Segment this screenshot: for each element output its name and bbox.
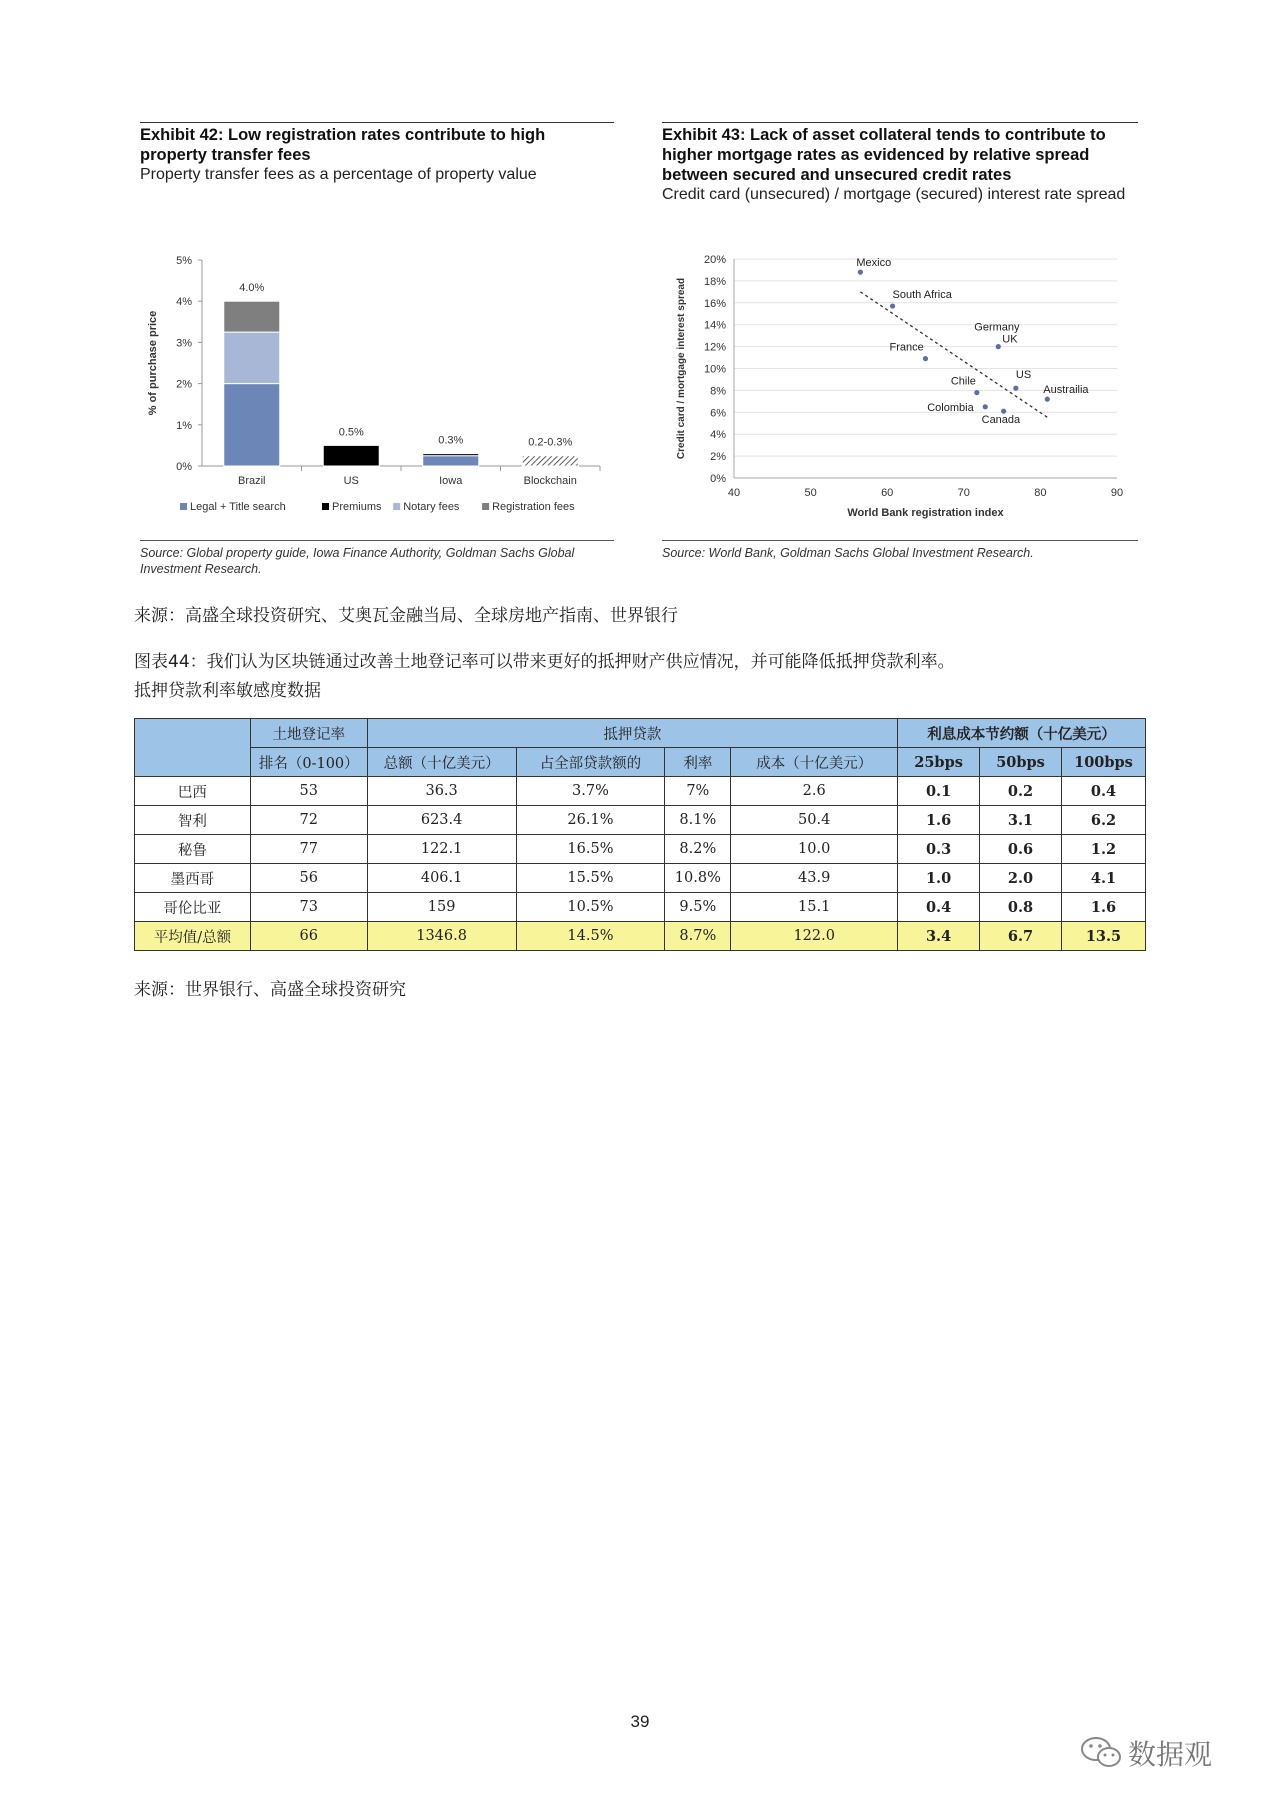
scatter-point xyxy=(983,404,988,409)
exhibit-43-rule xyxy=(662,122,1138,123)
table-cell: 哥伦比亚 xyxy=(135,893,251,922)
table-cell: 2.6 xyxy=(731,777,898,806)
scatter-point xyxy=(858,270,863,275)
y-tick-label: 8% xyxy=(710,385,726,398)
header-mortgage: 抵押贷款 xyxy=(367,719,897,748)
bar-segment xyxy=(423,454,479,456)
table-cell: 3.1 xyxy=(980,806,1062,835)
table-cell: 1.0 xyxy=(898,864,980,893)
exhibit-42-source: Source: Global property guide, Iowa Finance Authority, Goldman Sachs Global Investment Research. xyxy=(140,540,614,577)
table-cell: 53 xyxy=(250,777,367,806)
y-tick-label: 2% xyxy=(176,378,192,391)
table-cell: 1.6 xyxy=(898,806,980,835)
data-label: 0.2-0.3% xyxy=(528,436,573,449)
table-row xyxy=(135,777,1146,806)
table-cell: 16.5% xyxy=(516,835,665,864)
header-rank: 排名（0-100） xyxy=(250,748,367,777)
exhibit-42-rule xyxy=(140,122,614,123)
header-country xyxy=(135,719,251,777)
bar-segment xyxy=(423,456,479,466)
bar-segment xyxy=(323,445,379,466)
data-label: 0.5% xyxy=(338,426,364,439)
table-cell: 8.1% xyxy=(665,806,731,835)
table-cell: 15.1 xyxy=(731,893,898,922)
point-label: Austrailia xyxy=(1043,384,1089,397)
y-tick-label: 3% xyxy=(176,337,192,350)
x-axis-label: World Bank registration index xyxy=(847,507,1004,519)
table-cell: 4.1 xyxy=(1061,864,1145,893)
exhibit-43-chart xyxy=(662,245,1138,530)
x-tick-label: US xyxy=(343,475,359,487)
table-cell: 9.5% xyxy=(665,893,731,922)
table-cell: 10.0 xyxy=(731,835,898,864)
x-tick-label: 70 xyxy=(957,487,970,499)
table-total-row xyxy=(135,922,1146,951)
table-cell: 1.2 xyxy=(1061,835,1145,864)
trendline xyxy=(860,292,1048,418)
table-cell: 26.1% xyxy=(516,806,665,835)
scatter-point xyxy=(890,303,895,308)
exhibit-43-title: Exhibit 43: Lack of asset collateral tends to contribute to higher mortgage rates as evidenced by relative spread between secured and unsecured credit rates xyxy=(662,126,1106,184)
scatter-point xyxy=(923,356,928,361)
exhibit-42 xyxy=(140,122,614,185)
point-label: UK xyxy=(1002,333,1018,346)
table-cell: 77 xyxy=(250,835,367,864)
table-cell: 平均值/总额 xyxy=(135,922,251,951)
table-cell: 122.0 xyxy=(731,922,898,951)
watermark-text: 数据观 xyxy=(1128,1738,1213,1771)
header-land-registration: 土地登记率 xyxy=(250,719,367,748)
bar-segment xyxy=(224,301,280,332)
header-100bps: 100bps xyxy=(1061,748,1145,777)
table-cell: 13.5 xyxy=(1061,922,1145,951)
header-share: 占全部贷款额的 xyxy=(516,748,665,777)
table-row xyxy=(135,835,1146,864)
table-cell: 0.3 xyxy=(898,835,980,864)
table-cell: 14.5% xyxy=(516,922,665,951)
bar-segment xyxy=(522,456,578,466)
watermark xyxy=(1080,1733,1260,1773)
y-tick-label: 2% xyxy=(710,451,726,464)
x-tick-label: 80 xyxy=(1034,487,1047,499)
exhibit-43-subtitle: Credit card (unsecured) / mortgage (secured) interest rate spread xyxy=(662,186,1126,203)
legend-label: Registration fees xyxy=(492,501,575,513)
bar-segment xyxy=(224,332,280,384)
scatter-point xyxy=(996,344,1001,349)
exhibit-43 xyxy=(662,122,1138,205)
source-line-1: 来源：高盛全球投资研究、艾奥瓦金融当局、全球房地产指南、世界银行 xyxy=(134,606,678,626)
legend-swatch xyxy=(393,503,400,510)
source-line-2: 来源：世界银行、高盛全球投资研究 xyxy=(134,980,406,1000)
table-cell: 10.8% xyxy=(665,864,731,893)
point-label: Germany xyxy=(974,321,1020,334)
table-cell: 0.6 xyxy=(980,835,1062,864)
header-cost: 成本（十亿美元） xyxy=(731,748,898,777)
header-50bps: 50bps xyxy=(980,748,1062,777)
x-tick-label: Brazil xyxy=(237,475,266,487)
legend-swatch xyxy=(180,503,187,510)
table-cell: 6.7 xyxy=(980,922,1062,951)
table-cell: 墨西哥 xyxy=(135,864,251,893)
table-cell: 50.4 xyxy=(731,806,898,835)
y-tick-label: 12% xyxy=(703,341,726,354)
y-tick-label: 10% xyxy=(703,363,726,376)
figure-44-subcaption: 抵押贷款利率敏感度数据 xyxy=(134,681,321,701)
x-tick-label: Iowa xyxy=(439,475,463,487)
y-tick-label: 6% xyxy=(710,407,726,420)
table-cell: 8.7% xyxy=(665,922,731,951)
legend-label: Legal + Title search xyxy=(190,501,286,513)
table-cell: 36.3 xyxy=(367,777,516,806)
exhibit-43-source: Source: World Bank, Goldman Sachs Global Investment Research. xyxy=(662,540,1138,561)
point-label: France xyxy=(889,341,924,354)
table-cell: 0.8 xyxy=(980,893,1062,922)
table-cell: 1.6 xyxy=(1061,893,1145,922)
header-interest-savings: 利息成本节约额（十亿美元） xyxy=(898,719,1146,748)
y-tick-label: 4% xyxy=(710,429,726,442)
point-label: Chile xyxy=(950,375,976,388)
y-axis-label: Credit card / mortgage interest spread xyxy=(676,277,687,460)
scatter-point xyxy=(974,390,979,395)
y-tick-label: 18% xyxy=(703,275,726,288)
y-tick-label: 4% xyxy=(176,296,192,309)
table-cell: 0.4 xyxy=(898,893,980,922)
point-label: Mexico xyxy=(856,257,892,270)
table-cell: 66 xyxy=(250,922,367,951)
y-tick-label: 0% xyxy=(176,461,192,473)
point-label: South Africa xyxy=(892,289,952,302)
table-cell: 巴西 xyxy=(135,777,251,806)
y-axis-label: % of purchase price xyxy=(147,310,159,416)
exhibit-42-subtitle: Property transfer fees as a percentage of property value xyxy=(140,166,537,183)
table-cell: 72 xyxy=(250,806,367,835)
table-cell: 7% xyxy=(665,777,731,806)
table-row xyxy=(135,893,1146,922)
scatter-point xyxy=(1013,386,1018,391)
data-label: 4.0% xyxy=(239,282,265,295)
y-tick-label: 14% xyxy=(703,319,726,332)
y-tick-label: 16% xyxy=(703,297,726,310)
x-tick-label: 50 xyxy=(804,487,817,499)
scatter-point xyxy=(1045,397,1050,402)
x-tick-label: 90 xyxy=(1110,487,1124,499)
y-tick-label: 5% xyxy=(176,255,192,267)
exhibit-42-title: Exhibit 42: Low registration rates contribute to high property transfer fees xyxy=(140,126,546,164)
table-row xyxy=(135,864,1146,893)
scatter-point xyxy=(1001,409,1006,414)
point-label: Canada xyxy=(981,414,1021,427)
point-label: Colombia xyxy=(927,401,974,414)
bar-segment xyxy=(224,384,280,466)
point-label: US xyxy=(1015,369,1032,382)
table-cell: 3.4 xyxy=(898,922,980,951)
table-cell: 0.4 xyxy=(1061,777,1145,806)
figure-44-caption: 图表44：我们认为区块链通过改善土地登记率可以带来更好的抵押财产供应情况，并可能降低抵押贷款利率。 xyxy=(134,652,955,672)
data-label: 0.3% xyxy=(438,434,464,447)
table-cell: 56 xyxy=(250,864,367,893)
table-cell: 122.1 xyxy=(367,835,516,864)
exhibit-42-chart xyxy=(140,245,614,525)
x-tick-label: 40 xyxy=(727,487,741,499)
y-tick-label: 1% xyxy=(176,419,192,432)
header-rate: 利率 xyxy=(665,748,731,777)
table-cell: 15.5% xyxy=(516,864,665,893)
table-cell: 1346.8 xyxy=(367,922,516,951)
table-cell: 0.2 xyxy=(980,777,1062,806)
x-tick-label: 60 xyxy=(881,487,894,499)
table-cell: 73 xyxy=(250,893,367,922)
table-row xyxy=(135,806,1146,835)
table-cell: 406.1 xyxy=(367,864,516,893)
table-cell: 0.1 xyxy=(898,777,980,806)
table-cell: 6.2 xyxy=(1061,806,1145,835)
table-cell: 智利 xyxy=(135,806,251,835)
header-25bps: 25bps xyxy=(898,748,980,777)
table-cell: 10.5% xyxy=(516,893,665,922)
header-total: 总额（十亿美元） xyxy=(367,748,516,777)
table-cell: 43.9 xyxy=(731,864,898,893)
table-cell: 秘鲁 xyxy=(135,835,251,864)
legend-label: Notary fees xyxy=(403,501,460,513)
mortgage-sensitivity-table xyxy=(134,718,1146,951)
table-cell: 623.4 xyxy=(367,806,516,835)
page-number: 39 xyxy=(630,1712,650,1731)
table-cell: 3.7% xyxy=(516,777,665,806)
x-tick-label: Blockchain xyxy=(523,475,577,487)
legend-swatch xyxy=(482,503,489,510)
table-cell: 8.2% xyxy=(665,835,731,864)
y-tick-label: 0% xyxy=(710,473,726,485)
legend-label: Premiums xyxy=(332,501,382,513)
table-cell: 159 xyxy=(367,893,516,922)
table-cell: 2.0 xyxy=(980,864,1062,893)
legend-swatch xyxy=(322,503,329,510)
wechat-icon xyxy=(1080,1735,1124,1771)
y-tick-label: 20% xyxy=(703,254,726,266)
